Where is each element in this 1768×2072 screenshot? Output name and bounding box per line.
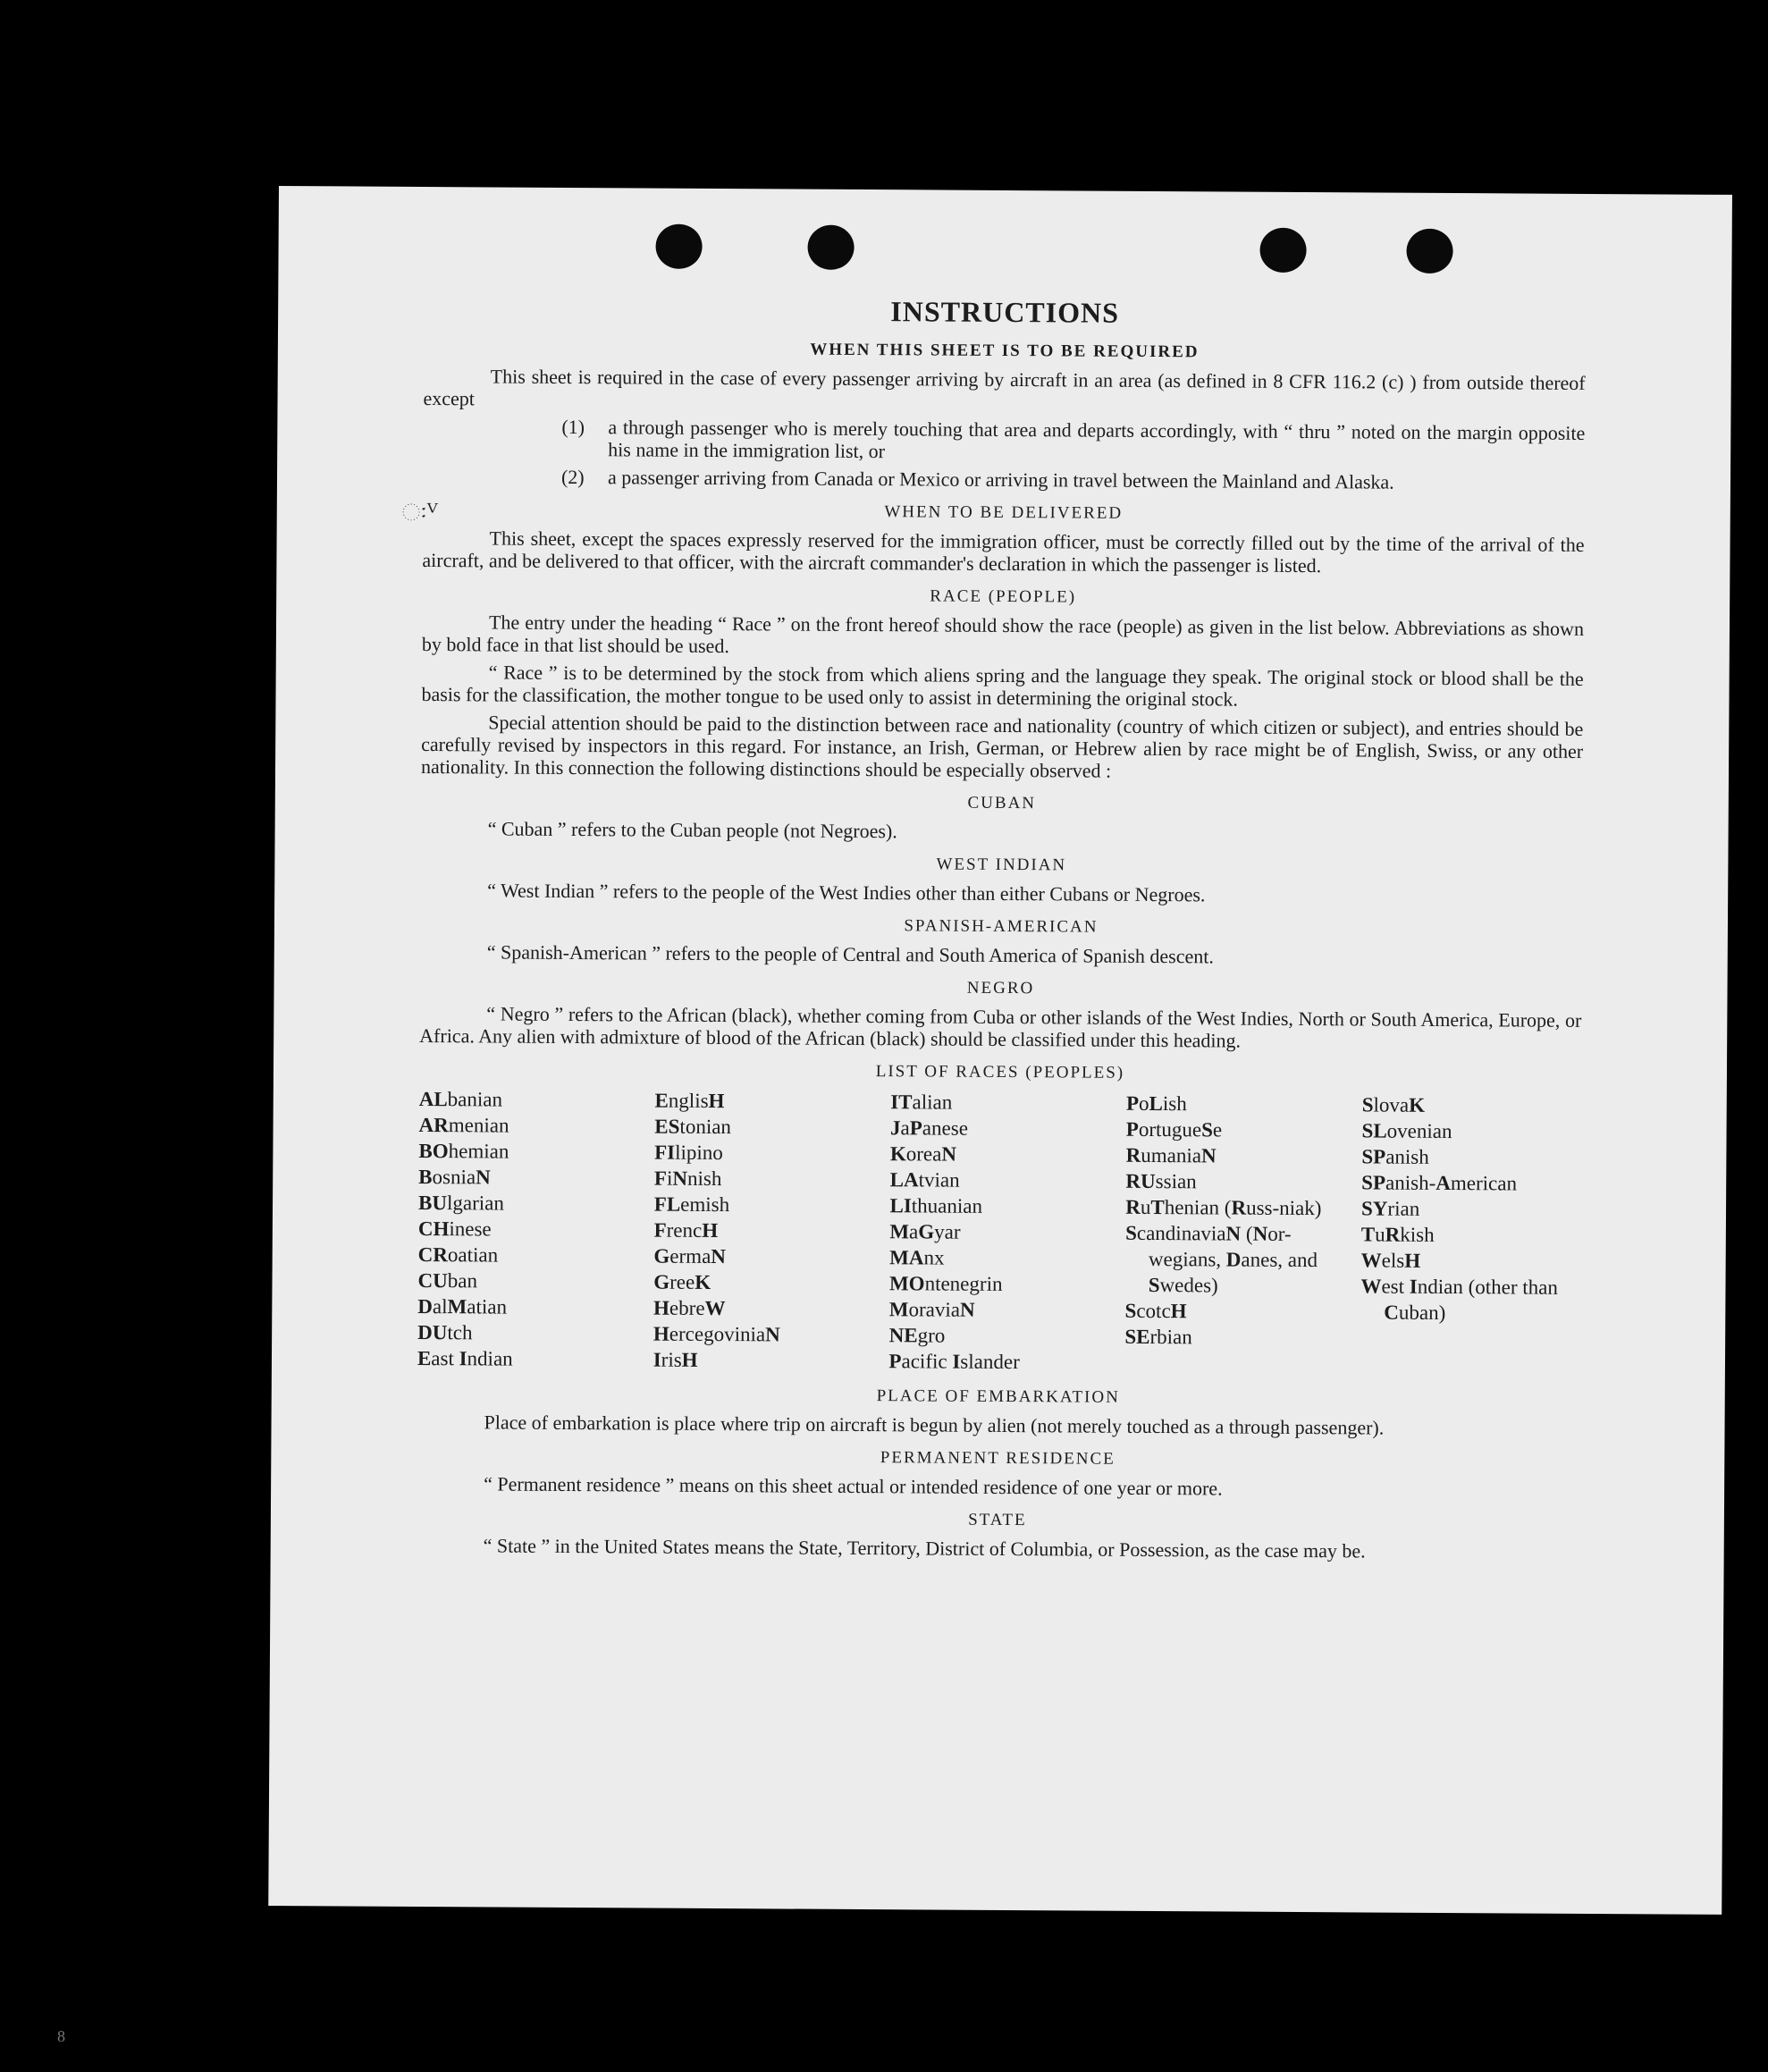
race-entry: ALbanian — [418, 1087, 503, 1111]
race-entry: EStonian — [654, 1115, 732, 1139]
race-entry: SErbian — [1124, 1325, 1192, 1349]
race-column-4 — [1124, 1091, 1345, 1377]
race-entry: GreeK — [653, 1270, 711, 1293]
race-entry: PoLish — [1125, 1091, 1187, 1116]
race-paragraph-2: “ Race ” is to be determined by the stock from which aliens spring and the language they speak. The original stock or blood shall be the basis for the classification, the mother tongue to be used only to assist in determining the original stock. — [421, 661, 1584, 711]
race-entry: BUlgarian — [417, 1191, 504, 1215]
negro-text: “ Negro ” refers to the African (black), whether coming from Cuba or other islands of the West Indies, North or South America, Europe, or Africa. Any alien with admixture of blood of the African (black) should be classified under this heading. — [419, 1002, 1582, 1052]
race-entry: RumaniaN — [1125, 1143, 1217, 1167]
race-column-2 — [653, 1088, 874, 1374]
race-entry: RUssian — [1125, 1169, 1197, 1193]
race-entry: SLovenian — [1361, 1119, 1452, 1143]
race-entry: MaGyar — [889, 1220, 961, 1243]
heading-delivered: WHEN TO BE DELIVERED — [884, 502, 1124, 523]
race-entry: JaPanese — [889, 1116, 969, 1140]
race-entry: HebreW — [653, 1296, 726, 1320]
heading-list-of-races: LIST OF RACES (PEOPLES) — [875, 1062, 1125, 1082]
heading-required: WHEN THIS SHEET IS TO BE REQUIRED — [810, 340, 1200, 362]
race-entry: MoraviaN — [888, 1298, 975, 1321]
instructions-content — [417, 285, 1587, 1569]
race-entry: IrisH — [652, 1348, 698, 1371]
race-entry: West Indian (other than Cuban) — [1360, 1275, 1559, 1324]
west-indian-text: “ West Indian ” refers to the people of the West Indies other than either Cubans or Negroes. — [487, 879, 1206, 906]
cuban-text: “ Cuban ” refers to the Cuban people (not Negroes). — [487, 817, 897, 843]
race-entry: CRoatian — [417, 1242, 499, 1267]
race-entry: DalMatian — [417, 1294, 508, 1318]
race-entry: MOntenegrin — [888, 1272, 1003, 1295]
race-entry: LAtvian — [889, 1168, 960, 1192]
race-entry: KoreaN — [889, 1142, 957, 1166]
race-entry: FiNnish — [653, 1167, 722, 1191]
heading-state: STATE — [968, 1510, 1027, 1530]
race-entry: ARmenian — [418, 1113, 509, 1137]
race-entry: NEgro — [888, 1324, 946, 1347]
race-entry: SYrian — [1360, 1197, 1420, 1220]
race-entry: FIlipino — [654, 1141, 723, 1165]
frame-number: 8 — [57, 2027, 65, 2045]
state-text: “ State ” in the United States means the State, Territory, District of Columbia, or Possession, as the case may be. — [483, 1534, 1366, 1562]
heading-embarkation: PLACE OF EMBARKATION — [876, 1386, 1120, 1407]
race-entry: MAnx — [889, 1246, 945, 1269]
race-entry: FLemish — [653, 1192, 730, 1217]
race-entry: East Indian — [417, 1346, 513, 1370]
punch-hole — [655, 224, 702, 269]
heading-race: RACE (PEOPLE) — [930, 586, 1077, 607]
race-entry: CUban — [417, 1268, 478, 1293]
race-paragraph-3: Special attention should be paid to the distinction between race and nationality (country of which citizen or subject), and entries should be carefully revised by inspectors in this regard. For instance, an Irish, German, or Hebrew alien by race might be of English, Swiss, or any other nationality. In this connection the following distinctions should be especially observed : — [420, 711, 1584, 782]
race-column-3 — [888, 1089, 1109, 1375]
race-entry: TuRkish — [1360, 1223, 1435, 1246]
race-paragraph-1: The entry under the heading “ Race ” on the front hereof should show the race (people) as given in the list below. Abbreviations as shown by bold face in that list should be used. — [421, 611, 1585, 658]
heading-cuban: CUBAN — [967, 793, 1037, 813]
race-entry: EnglisH — [654, 1089, 725, 1113]
heading-permanent-residence: PERMANENT RESIDENCE — [880, 1448, 1116, 1469]
race-entry: LIthuanian — [889, 1194, 983, 1217]
race-entry: ScandinaviaN (Nor-wegians, Danes, and Swedes) — [1125, 1221, 1318, 1297]
heading-west-indian: WEST INDIAN — [936, 855, 1067, 875]
race-entry: DUtch — [417, 1320, 473, 1344]
punch-hole — [807, 225, 854, 270]
race-entry: RuThenian (Russ-niak) — [1125, 1195, 1322, 1220]
heading-negro: NEGRO — [966, 978, 1035, 998]
race-column-5 — [1360, 1091, 1581, 1377]
punch-hole — [1406, 229, 1452, 274]
race-entry: GermaN — [653, 1244, 727, 1268]
race-entry: SlovaK — [1361, 1093, 1426, 1116]
heading-spanish-american: SPANISH-AMERICAN — [904, 916, 1099, 937]
embarkation-text: Place of embarkation is place where trip on aircraft is begun by alien (not merely touched as a through passenger). — [484, 1411, 1385, 1439]
item-number: (2) — [560, 465, 585, 489]
race-entry: HercegoviniaN — [652, 1322, 780, 1346]
handwritten-margin-note: ઃⱽ — [401, 499, 438, 526]
race-entry: SPanish-American — [1361, 1171, 1518, 1195]
race-entry: WelsH — [1360, 1249, 1421, 1272]
race-entry: BosniaN — [418, 1165, 491, 1189]
punch-hole — [1259, 228, 1306, 273]
race-entry: ScotcH — [1124, 1299, 1187, 1323]
race-column-1 — [417, 1086, 638, 1372]
race-entry: FrencH — [653, 1218, 719, 1242]
spanish-american-text: “ Spanish-American ” refers to the people of Central and South America of Spanish descent. — [486, 940, 1214, 968]
item-number: (1) — [561, 415, 585, 439]
page-title: INSTRUCTIONS — [890, 295, 1120, 329]
item-text: a through passenger who is merely touching that area and departs accordingly, with “ thru ” noted on the margin opposite his name in the immigration list, or — [608, 416, 1586, 463]
race-entry: ITalian — [890, 1091, 953, 1114]
residence-text: “ Permanent residence ” means on this sheet actual or intended residence of one year or more. — [484, 1472, 1223, 1500]
required-item-2 — [561, 466, 1585, 494]
race-list — [417, 1086, 1581, 1378]
delivered-text: This sheet, except the spaces expressly reserved for the immigration officer, must be correctly filled out by the time of the arrival of the aircraft, and be delivered to that officer, with the aircraft commander's declaration in which the passenger is listed. — [422, 526, 1585, 577]
race-entry: CHinese — [417, 1217, 492, 1241]
race-entry: Pacific Islander — [888, 1350, 1020, 1374]
race-entry: PortugueSe — [1125, 1117, 1223, 1141]
required-intro: This sheet is required in the case of every passenger arriving by aircraft in an area (as defined in 8 CFR 116.2 (c) ) from outside thereof except — [423, 365, 1586, 410]
race-entry: BOhemian — [418, 1139, 509, 1163]
required-item-1 — [561, 416, 1585, 467]
item-text: a passenger arriving from Canada or Mexico or arriving in travel between the Mainland and Alaska. — [607, 466, 1394, 493]
race-entry: SPanish — [1361, 1145, 1429, 1168]
document-sheet — [268, 186, 1732, 1915]
